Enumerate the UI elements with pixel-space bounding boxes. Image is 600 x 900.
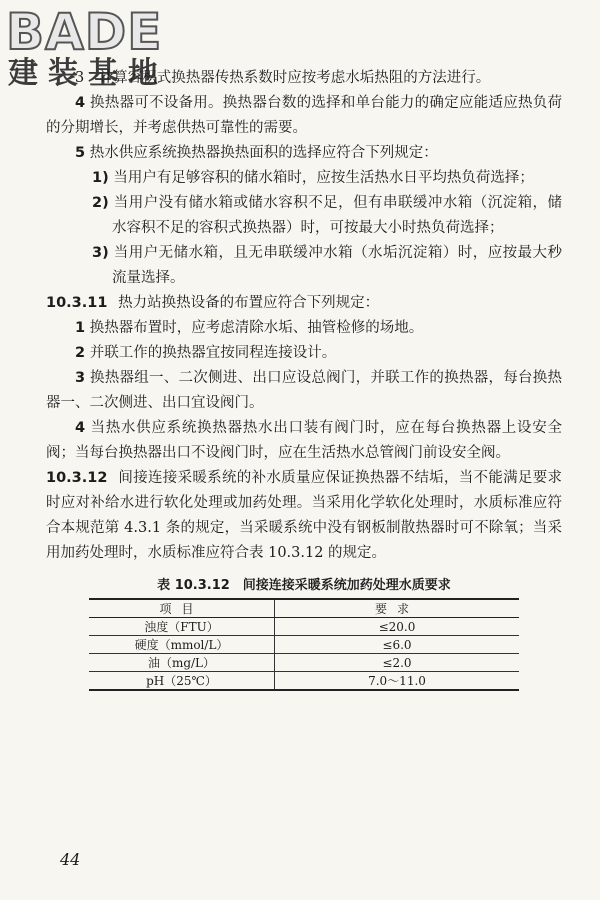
clause-10-3-11-number: 10.3.11: [46, 295, 108, 311]
clause-10-3-11-item-1: [46, 316, 562, 341]
page-body: [46, 66, 562, 691]
table-header-requirement: 要求: [275, 599, 520, 618]
subitem-5-1-number: 1): [92, 170, 109, 186]
clause-item-2-text: 并联工作的换热器宜按同程连接设计。: [89, 345, 337, 361]
subitem-5-3-number: 3): [92, 245, 109, 261]
table-cell-requirement: ≤20.0: [275, 618, 520, 636]
table-row: [89, 636, 519, 654]
clause-10-3-11-text: 热力站换热设备的布置应符合下列规定：: [118, 295, 380, 311]
table-caption: 表 10.3.12 间接连接采暖系统加药处理水质要求: [157, 578, 451, 593]
clause-item-3-text: 换热器组一、二次侧进、出口应设总阀门，并联工作的换热器，每台换热器一、二次侧进、出口宜设阀门。: [46, 370, 563, 411]
item-5-text: 热水供应系统换热器换热面积的选择应符合下列规定：: [89, 145, 438, 161]
table-cell-item: pH（25℃）: [89, 672, 275, 691]
item-5-number: 5: [75, 145, 86, 161]
clause-10-3-12: [46, 466, 562, 566]
logo-brand: BADE: [6, 3, 163, 61]
clause-item-2-number: 2: [75, 345, 86, 361]
item-4: [46, 91, 562, 141]
item-5: [46, 141, 562, 166]
table-row: [89, 654, 519, 672]
subitem-5-2-number: 2): [92, 195, 109, 211]
subitem-5-2-text: 当用户没有储水箱或储水容积不足，但有串联缓冲水箱（沉淀箱，储水容积不足的容积式换热器）时，可按最大小时热负荷选择；: [112, 195, 563, 236]
clause-item-4-number: 4: [75, 420, 86, 436]
clause-10-3-11: [46, 291, 562, 316]
item-4-number: 4: [75, 95, 86, 111]
clause-10-3-12-number: 10.3.12: [46, 470, 108, 486]
clause-item-1-text: 换热器布置时，应考虑清除水垢、抽管检修的场地。: [89, 320, 424, 336]
table-header-row: [89, 599, 519, 618]
subitem-5-3-text: 当用户无储水箱，且无串联缓冲水箱（水垢沉淀箱）时，应按最大秒流量选择。: [112, 245, 563, 286]
clause-10-3-11-item-3: [46, 366, 562, 416]
item-3-text: 3 计算容积式换热器传热系数时应按考虑水垢热阻的方法进行。: [75, 70, 491, 86]
table-row: [89, 618, 519, 636]
table-cell-item: 油（mg/L）: [89, 654, 275, 672]
clause-item-3-number: 3: [75, 370, 86, 386]
table-cell-requirement: ≤2.0: [275, 654, 520, 672]
clause-10-3-11-item-4: [46, 416, 562, 466]
subitem-5-1-text: 当用户有足够容积的储水箱时，应按生活热水日平均热负荷选择；: [113, 170, 534, 186]
table-cell-item: 浊度（FTU）: [89, 618, 275, 636]
clause-item-4-text: 当热水供应系统换热器热水出口装有阀门时，应在每台换热器上设安全阀；当每台换热器出口不设阀门时，应在生活热水总管阀门前设安全阀。: [46, 420, 563, 461]
clause-10-3-11-item-2: [46, 341, 562, 366]
subitem-5-3: [46, 241, 562, 291]
clause-item-1-number: 1: [75, 320, 86, 336]
logo-subtitle: 建装基地: [8, 56, 168, 91]
table-header-item: 项目: [89, 599, 275, 618]
page-number: 44: [60, 850, 81, 869]
clause-10-3-12-text: 间接连接采暖系统的补水质量应保证换热器不结垢，当不能满足要求时应对补给水进行软化处理或加药处理。当采用化学软化处理时，水质标准应符合本规范第 4.3.1 条的规定，当采暖系统中没有钢板制散热器时可不除氧；当采用加药处理时，水质标准应符合表 10.3.12 的规定。: [46, 470, 563, 561]
table-cell-requirement: ≤6.0: [275, 636, 520, 654]
table-cell-item: 硬度（mmol/L）: [89, 636, 275, 654]
subitem-5-1: [46, 166, 562, 191]
item-4-text: 换热器可不设备用。换热器台数的选择和单台能力的确定应能适应热负荷的分期增长，并考虑供热可靠性的需要。: [46, 95, 563, 136]
water-quality-table: [89, 598, 519, 691]
table-cell-requirement: 7.0～11.0: [275, 672, 520, 691]
subitem-5-2: [46, 191, 562, 241]
table-row: [89, 672, 519, 691]
